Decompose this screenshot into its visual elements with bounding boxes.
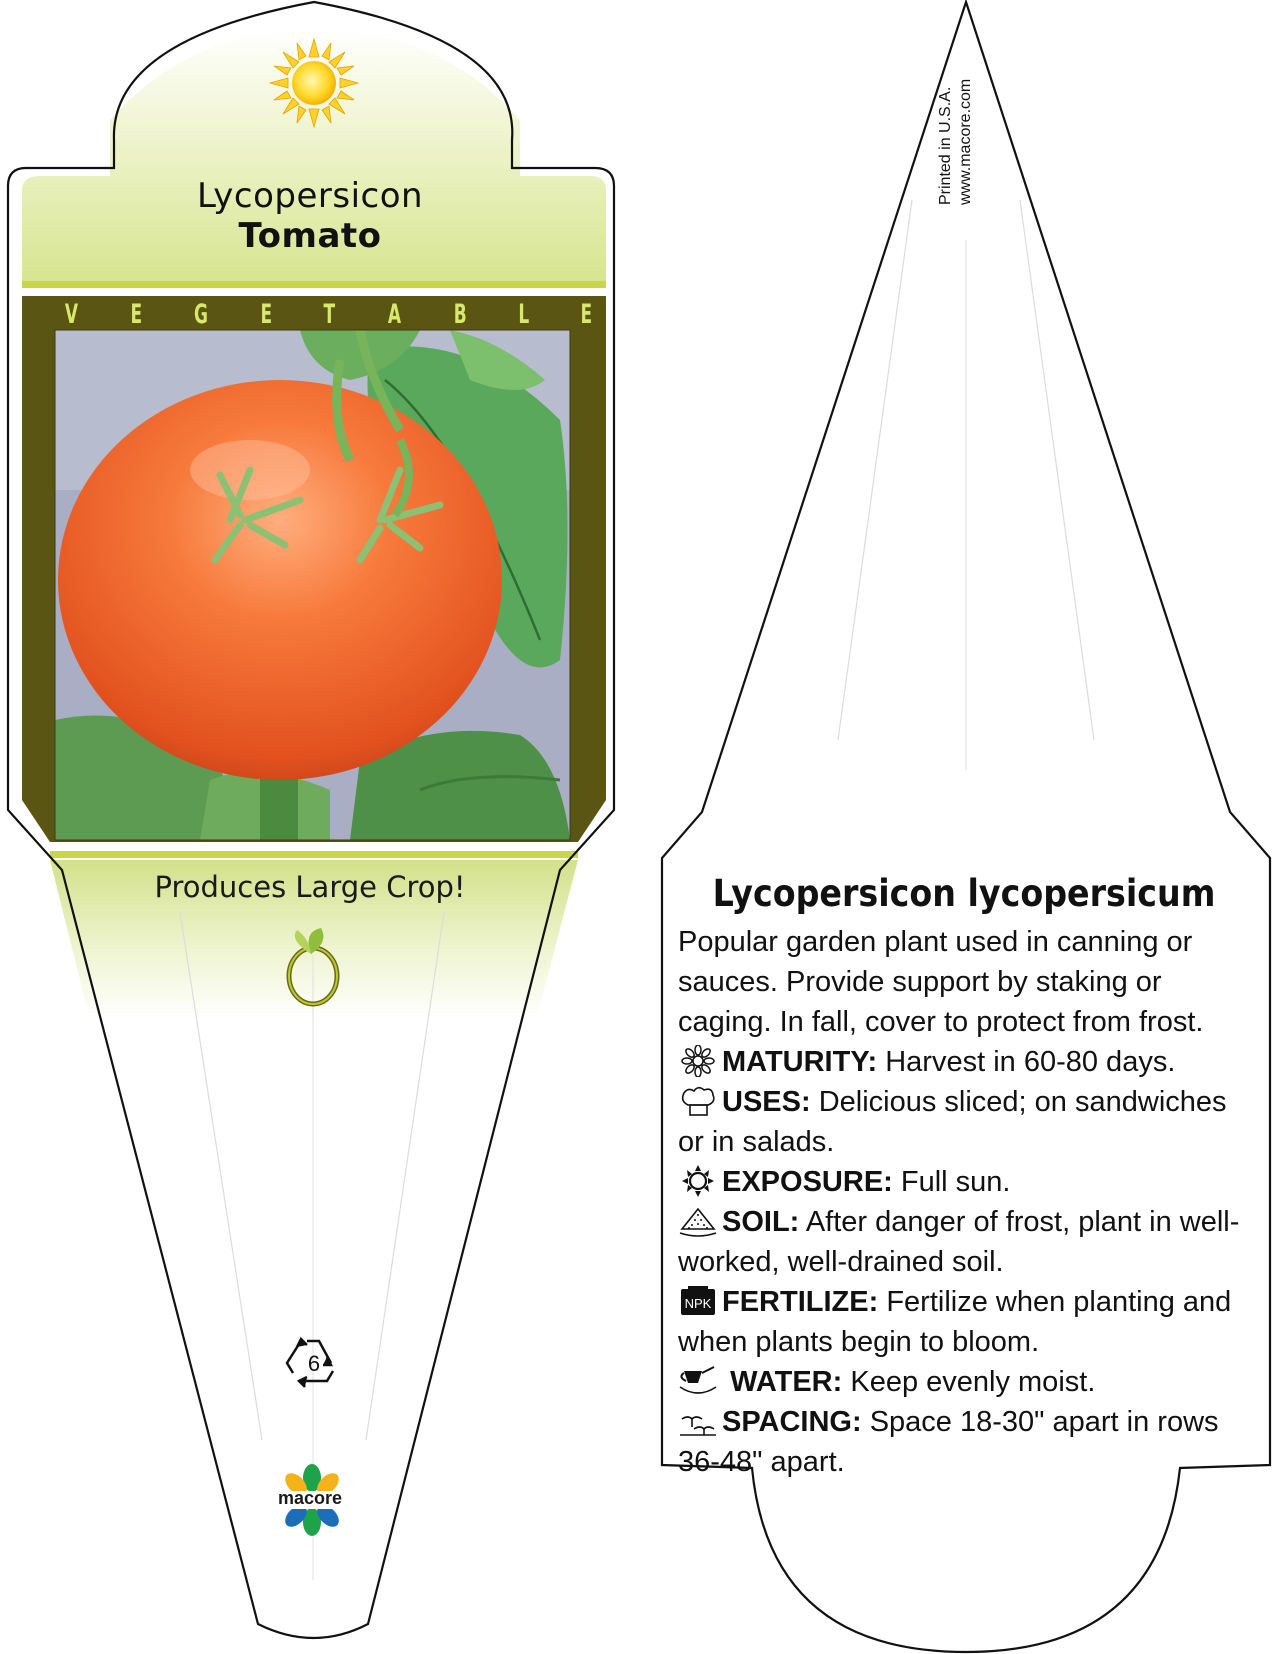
description: Popular garden plant used in canning or sauces. Provide support by staking or caging. In fall, cover to protect from frost.: [678, 926, 1204, 1038]
exposure-text: Full sun.: [900, 1166, 1011, 1198]
front-genus-name: Lycopersicon: [196, 176, 424, 216]
fertilize-label: FERTILIZE:: [722, 1286, 879, 1318]
maturity-label: MATURITY:: [722, 1046, 878, 1078]
flower-icon: [678, 1045, 718, 1077]
uses-label: USES:: [722, 1086, 811, 1118]
watering-can-icon: [678, 1365, 718, 1397]
tomato-photo: [55, 330, 570, 840]
website-line: www.macore.com: [957, 78, 974, 205]
detail-soil: [678, 1202, 1248, 1282]
spacing-text: Space 18-30" apart in rows 36-48" apart.: [678, 1406, 1219, 1478]
npk-icon: [678, 1285, 718, 1317]
chef-hat-icon: [678, 1085, 718, 1117]
front-tagline: Produces Large Crop!: [154, 870, 466, 904]
back-title: Lycopersicon lycopersicum: [712, 872, 1216, 915]
printed-line: Printed in U.S.A.: [937, 86, 954, 205]
sun-outline-icon: [678, 1165, 718, 1197]
detail-spacing: [678, 1402, 1248, 1482]
spacing-icon: [678, 1405, 718, 1437]
maturity-text: Harvest in 60-80 days.: [885, 1046, 1176, 1078]
soil-label: SOIL:: [722, 1206, 800, 1238]
soil-icon: [678, 1205, 718, 1237]
front-common-name: Tomato: [238, 216, 382, 256]
back-details: [678, 922, 1248, 1482]
soil-text: After danger of frost, plant in well-worked, well-drained soil.: [678, 1206, 1240, 1278]
detail-exposure: [678, 1162, 1248, 1202]
category-letter: L: [518, 298, 530, 330]
category-letter: A: [387, 298, 401, 330]
exposure-label: EXPOSURE:: [722, 1166, 893, 1198]
category-letter: T: [323, 298, 336, 330]
spacing-label: SPACING:: [722, 1406, 862, 1438]
category-letter: V: [64, 298, 78, 330]
fertilize-text: Fertilize when planting and when plants begin to bloom.: [678, 1286, 1232, 1358]
front-header-rule: [22, 281, 606, 288]
npk-text: NPK: [684, 1296, 712, 1311]
uses-text: Delicious sliced; on sandwiches or in salads.: [678, 1086, 1227, 1158]
detail-water: [678, 1362, 1248, 1402]
detail-fertilize: [678, 1282, 1248, 1362]
detail-uses: [678, 1082, 1248, 1162]
water-text: Keep evenly moist.: [850, 1366, 1096, 1398]
detail-maturity: [678, 1042, 1248, 1082]
category-letter: E: [580, 298, 593, 330]
category-letter: B: [453, 298, 467, 330]
category-letter: G: [194, 298, 209, 330]
category-letter: E: [130, 298, 142, 330]
water-label: WATER:: [730, 1366, 843, 1398]
category-band: [22, 296, 605, 332]
recycle-code: 6: [307, 1351, 321, 1376]
front-footer-rule: [50, 851, 578, 858]
sun-icon: [270, 39, 358, 127]
brand-name: macore: [277, 1488, 343, 1508]
category-letter: E: [260, 298, 273, 330]
printed-info: [936, 79, 976, 205]
